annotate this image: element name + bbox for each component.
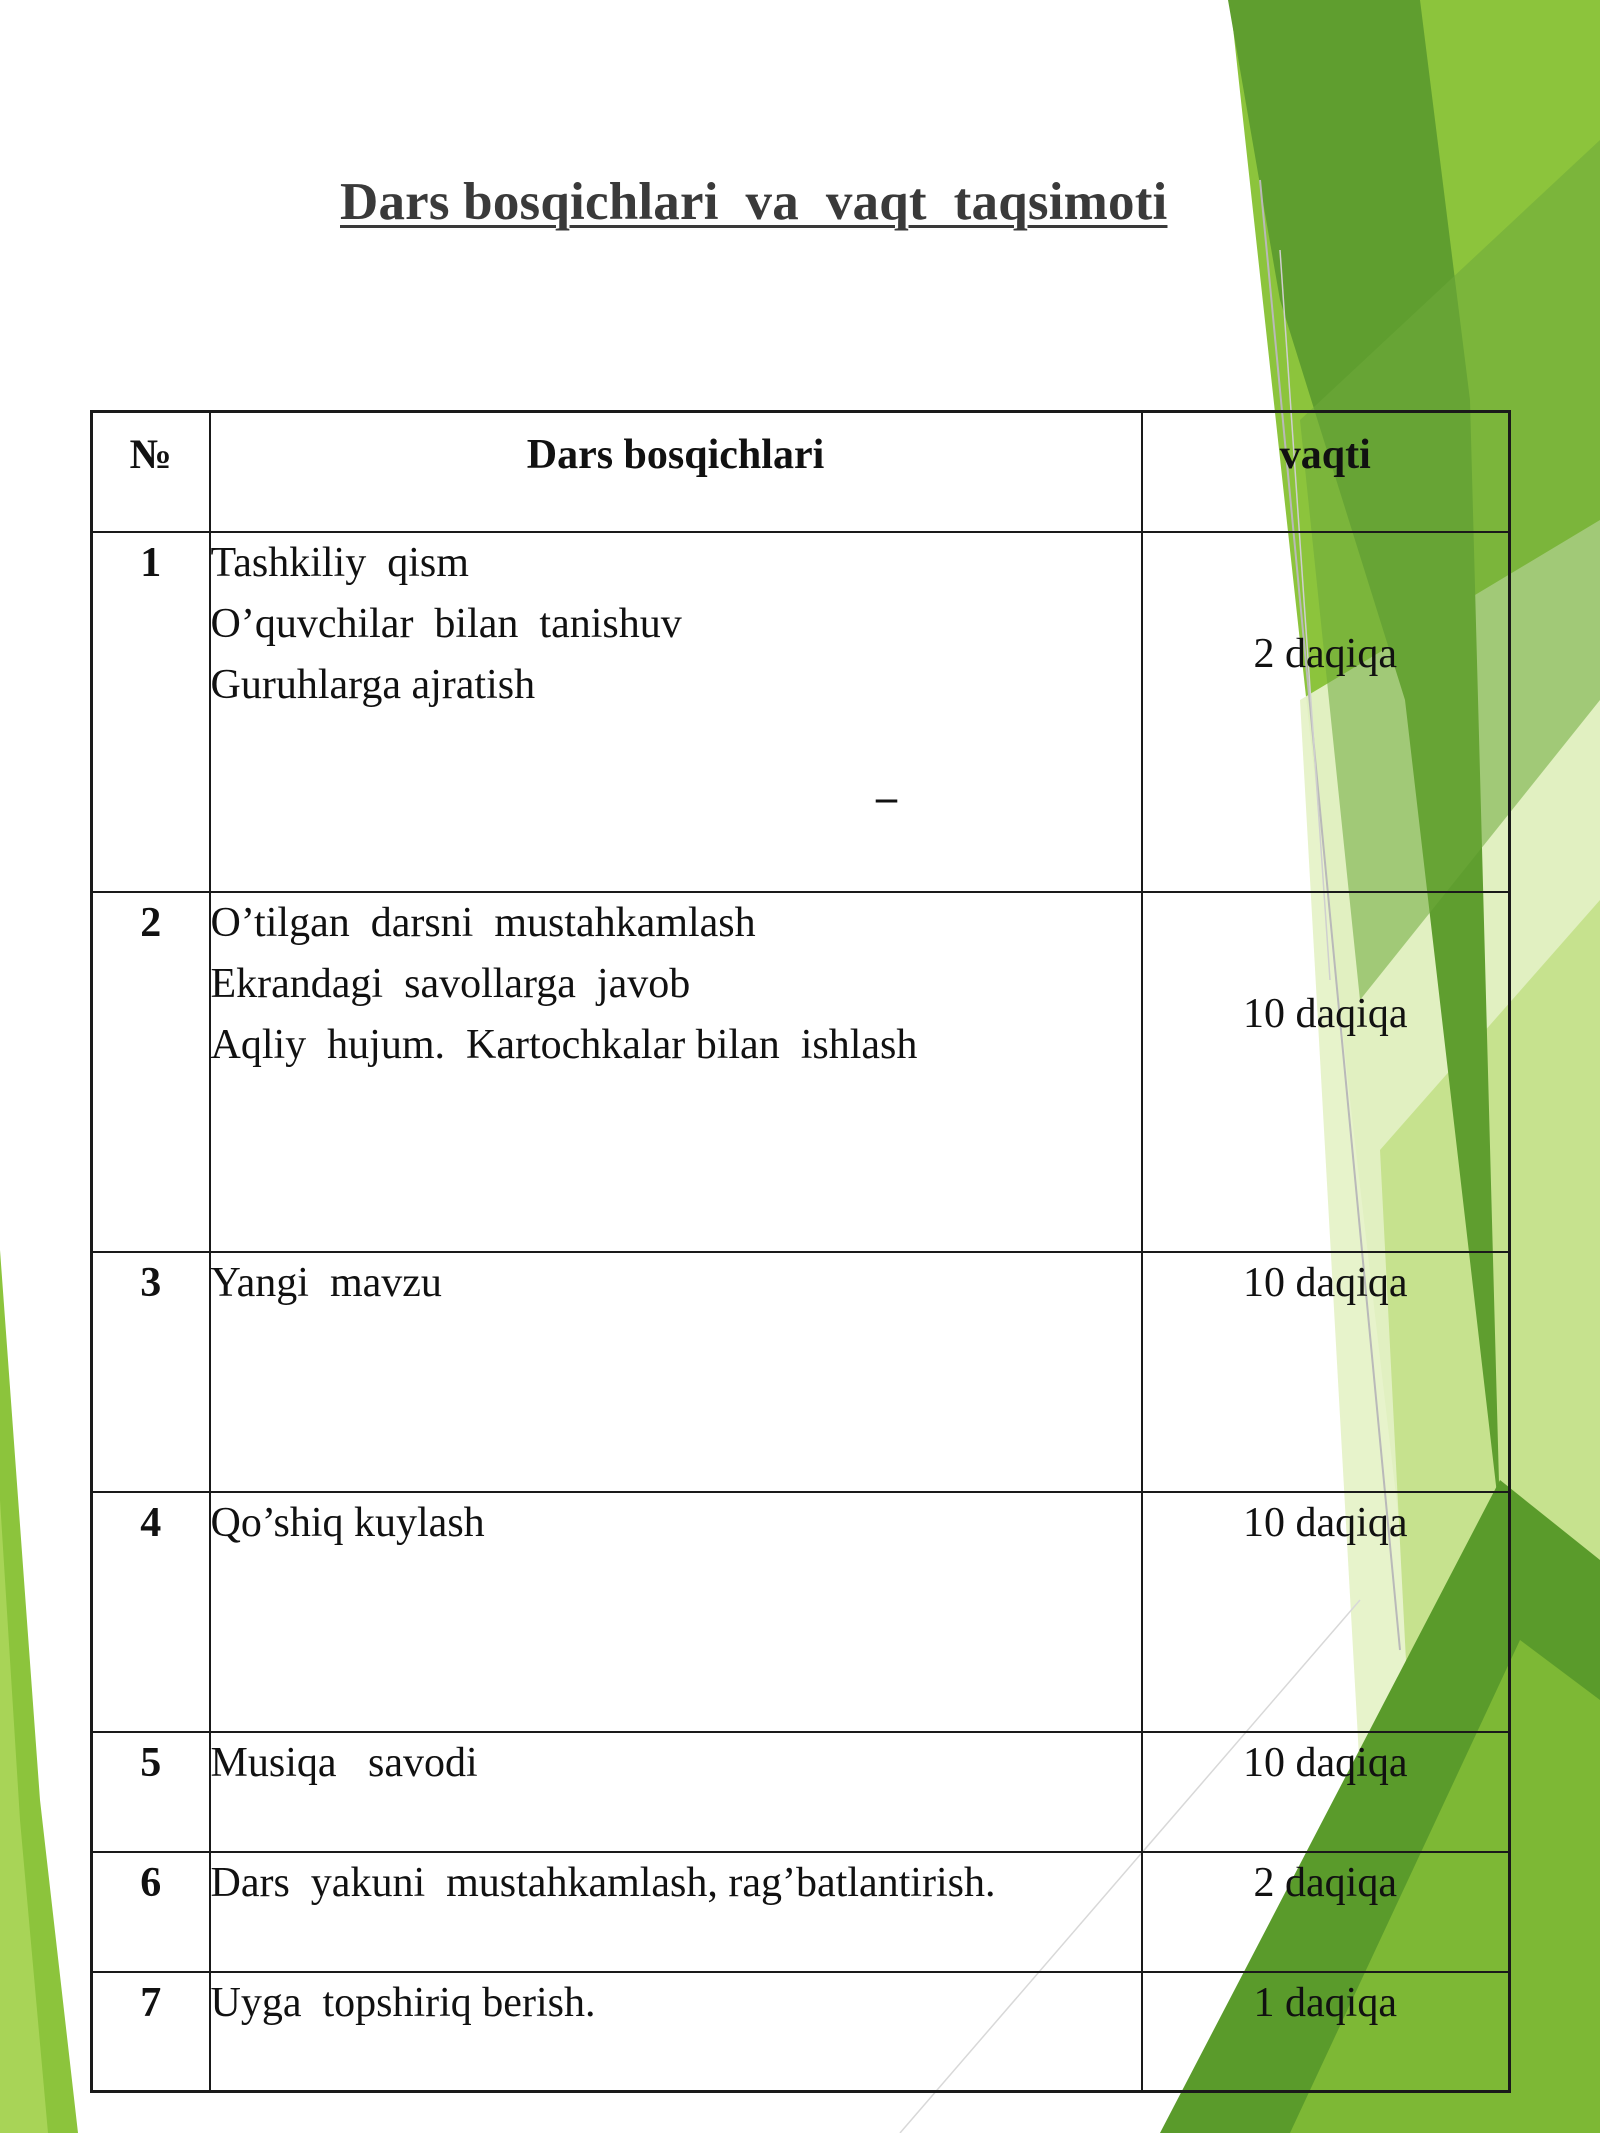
table-row <box>92 532 1510 892</box>
row-number: 7 <box>92 1972 210 2092</box>
stage-line: Yangi mavzu <box>210 1259 442 1306</box>
table-row <box>92 1972 1510 2092</box>
stage-line: Dars yakuni mustahkamlash, rag’batlantirish. <box>210 1859 996 1906</box>
table-header-row <box>92 412 1510 532</box>
row-number: 6 <box>92 1852 210 1972</box>
row-time: 2 daqiqa <box>1142 532 1510 892</box>
table-row <box>92 1732 1510 1852</box>
table-row <box>92 892 1510 1252</box>
row-stages <box>210 892 1142 1252</box>
row-number: 1 <box>92 532 210 892</box>
row-stages <box>210 1252 1142 1492</box>
row-number: 5 <box>92 1732 210 1852</box>
table-row <box>92 1852 1510 1972</box>
header-stages: Dars bosqichlari <box>210 412 1142 532</box>
stage-line: Aqliy hujum. Kartochkalar bilan ishlash <box>210 1021 918 1068</box>
page-title: Dars bosqichlari va vaqt taqsimoti <box>340 173 1168 231</box>
table-row <box>92 1492 1510 1732</box>
row-number: 2 <box>92 892 210 1252</box>
row-time: 10 daqiqa <box>1142 1252 1510 1492</box>
row-time: 10 daqiqa <box>1142 892 1510 1252</box>
row-time: 1 daqiqa <box>1142 1972 1510 2092</box>
row-time: 2 daqiqa <box>1142 1852 1510 1972</box>
stage-line: Tashkiliy qism <box>210 539 469 586</box>
row-number: 3 <box>92 1252 210 1492</box>
stage-line: Ekrandagi savollarga javob <box>210 960 691 1007</box>
stage-line: O’tilgan darsni mustahkamlash <box>210 899 756 946</box>
row-stages <box>210 1492 1142 1732</box>
header-time: vaqti <box>1142 412 1510 532</box>
stage-line: Guruhlarga ajratish <box>210 661 536 708</box>
row-stages <box>210 1852 1142 1972</box>
header-number: № <box>92 412 210 532</box>
row-time: 10 daqiqa <box>1142 1492 1510 1732</box>
table-row <box>92 1252 1510 1492</box>
row-time: 10 daqiqa <box>1142 1732 1510 1852</box>
stage-line: O’quvchilar bilan tanishuv <box>210 600 682 647</box>
row-stages <box>210 1972 1142 2092</box>
stage-line: Qo’shiq kuylash <box>210 1499 485 1546</box>
stage-line: Musiqa savodi <box>210 1739 478 1786</box>
row-number: 4 <box>92 1492 210 1732</box>
row-stages <box>210 532 1142 892</box>
stage-line: Uyga topshiriq berish. <box>210 1979 596 2026</box>
lesson-stages-table <box>90 410 1511 2093</box>
row-stages <box>210 1732 1142 1852</box>
stray-dash-mark: – <box>876 775 897 821</box>
